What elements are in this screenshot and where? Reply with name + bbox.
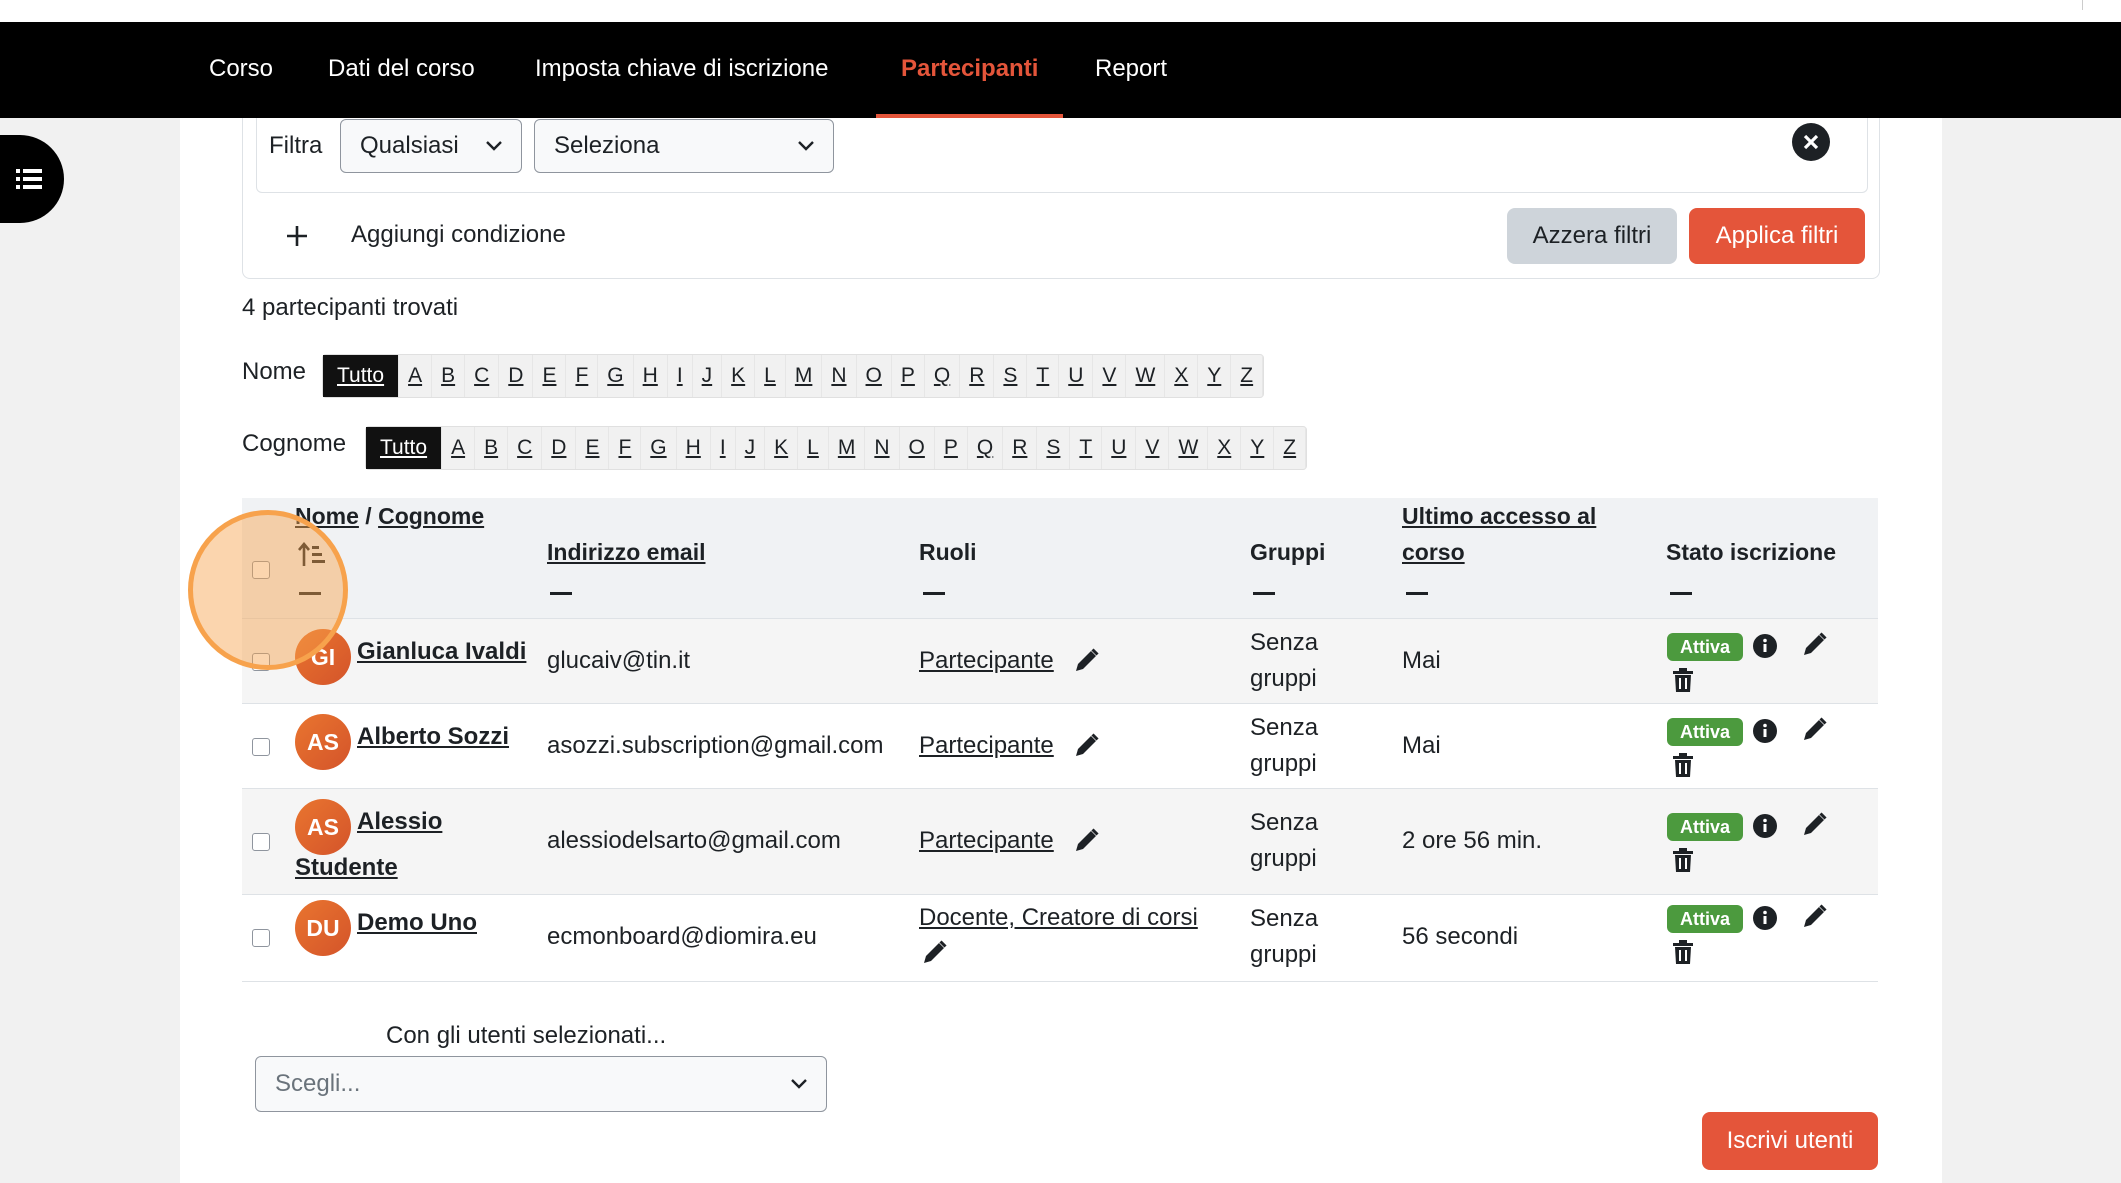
select-all-checkbox[interactable]: [252, 561, 270, 579]
last-name-initial-l[interactable]: L: [798, 427, 829, 469]
status-badge: Attiva: [1667, 905, 1743, 933]
first-name-initial-p[interactable]: P: [892, 355, 925, 397]
bulk-action-label: Con gli utenti selezionati...: [386, 1022, 667, 1049]
last-name-initial-f[interactable]: F: [609, 427, 641, 469]
user-groups-line2: gruppi: [1250, 665, 1317, 692]
last-name-initial-e[interactable]: E: [576, 427, 609, 469]
match-select-value: Qualsiasi: [360, 132, 459, 159]
first-name-initial-j[interactable]: J: [693, 355, 723, 397]
first-name-initial-y[interactable]: Y: [1198, 355, 1231, 397]
row-checkbox[interactable]: [252, 653, 270, 671]
sort-email[interactable]: Indirizzo email: [547, 539, 706, 565]
last-name-initial-j[interactable]: J: [736, 427, 766, 469]
tab-partecipanti[interactable]: Partecipanti: [901, 22, 1038, 118]
groups-header: Gruppi: [1250, 539, 1326, 565]
tab-corso[interactable]: Corso: [209, 55, 274, 82]
user-groups: [1250, 901, 1318, 973]
info-icon[interactable]: [1752, 718, 1778, 744]
first-name-initial-x[interactable]: X: [1165, 355, 1198, 397]
first-name-initial-w[interactable]: W: [1126, 355, 1165, 397]
user-groups-line1: Senza: [1250, 714, 1319, 741]
close-circle-icon[interactable]: [1792, 123, 1830, 161]
first-name-initial-t[interactable]: T: [1027, 355, 1059, 397]
info-icon[interactable]: [1752, 905, 1778, 931]
trash-icon[interactable]: [1671, 752, 1695, 778]
avatar: DU: [295, 900, 351, 956]
user-groups-line1: Senza: [1250, 905, 1319, 932]
last-name-initial-m[interactable]: M: [829, 427, 866, 469]
user-groups-line1: Senza: [1250, 629, 1319, 656]
last-name-initial-v[interactable]: V: [1136, 427, 1169, 469]
bulk-action-placeholder: Scegli...: [275, 1070, 361, 1097]
reset-filters-button[interactable]: Azzera filtri: [1507, 208, 1677, 264]
status-badge: Attiva: [1667, 633, 1743, 661]
table-row: [242, 788, 1878, 895]
add-condition-link[interactable]: Aggiungi condizione: [351, 221, 566, 248]
browser-top-strip: [0, 0, 2121, 23]
status-header: Stato iscrizione: [1666, 539, 1836, 565]
last-name-initial-o[interactable]: O: [900, 427, 935, 469]
collapse-name-column[interactable]: [299, 592, 321, 595]
first-name-initial-q[interactable]: Q: [925, 355, 960, 397]
user-groups: [1250, 710, 1318, 782]
user-name-link-cont[interactable]: Studente: [295, 854, 398, 881]
last-name-initial-g[interactable]: G: [641, 427, 676, 469]
user-name-link[interactable]: Gianluca Ivaldi: [357, 638, 527, 665]
row-checkbox[interactable]: [252, 833, 270, 851]
filter-row: [256, 118, 1868, 193]
sort-ascending-icon[interactable]: [298, 542, 326, 568]
user-last-access: 56 secondi: [1402, 923, 1519, 950]
first-name-initial-f[interactable]: F: [566, 355, 598, 397]
user-roles-link[interactable]: Docente, Creatore di corsi: [919, 904, 1198, 931]
list-icon: [16, 168, 42, 190]
chevron-down-icon: [790, 1078, 808, 1090]
last-name-initial-n[interactable]: N: [865, 427, 899, 469]
avatar: GI: [295, 629, 351, 685]
last-name-initial-y[interactable]: Y: [1241, 427, 1274, 469]
first-name-initial-i[interactable]: I: [668, 355, 693, 397]
first-name-initial-all[interactable]: Tutto: [323, 355, 399, 397]
last-name-initial-all[interactable]: Tutto: [366, 427, 442, 469]
collapse-groups-column[interactable]: [1253, 592, 1275, 595]
last-name-initials-bar: [365, 426, 1307, 470]
first-name-initial-s[interactable]: S: [994, 355, 1027, 397]
last-name-initial-i[interactable]: I: [711, 427, 736, 469]
user-name-link[interactable]: Alberto Sozzi: [357, 723, 510, 750]
first-name-initial-h[interactable]: H: [634, 355, 668, 397]
first-name-initial-l[interactable]: L: [755, 355, 786, 397]
first-name-initial-m[interactable]: M: [786, 355, 823, 397]
last-name-initials-label: Cognome: [242, 430, 347, 457]
last-name-initial-t[interactable]: T: [1070, 427, 1102, 469]
user-roles-link[interactable]: Partecipante: [919, 732, 1054, 759]
roles-header: Ruoli: [919, 539, 977, 565]
pencil-icon[interactable]: [1800, 811, 1828, 839]
table-row: [242, 618, 1878, 704]
pencil-icon[interactable]: [1800, 903, 1828, 931]
sort-first-name[interactable]: Nome: [295, 503, 359, 529]
plus-icon[interactable]: [285, 224, 309, 248]
first-name-initial-g[interactable]: G: [598, 355, 633, 397]
last-name-initial-p[interactable]: P: [935, 427, 968, 469]
secondary-navigation: [0, 22, 2121, 118]
last-name-initial-u[interactable]: U: [1102, 427, 1136, 469]
user-roles-link[interactable]: Partecipante: [919, 647, 1054, 674]
user-last-access: Mai: [1402, 647, 1441, 674]
sort-last-access[interactable]: Ultimo accesso al: [1402, 503, 1597, 529]
table-header: [242, 498, 1878, 618]
user-email: alessiodelsarto@gmail.com: [547, 827, 841, 854]
tab-imposta-chiave[interactable]: Imposta chiave di iscrizione: [535, 55, 829, 82]
user-last-access: 2 ore 56 min.: [1402, 827, 1543, 854]
first-name-initial-z[interactable]: Z: [1231, 355, 1263, 397]
first-name-initials-label: Nome: [242, 358, 307, 385]
collapse-roles-column[interactable]: [923, 592, 945, 595]
user-last-access: Mai: [1402, 732, 1441, 759]
first-name-initial-u[interactable]: U: [1059, 355, 1093, 397]
user-roles-link[interactable]: Partecipante: [919, 827, 1054, 854]
last-name-initial-h[interactable]: H: [677, 427, 711, 469]
last-name-initial-c[interactable]: C: [508, 427, 542, 469]
collapse-last-access-column[interactable]: [1406, 592, 1428, 595]
user-groups: [1250, 805, 1318, 877]
first-name-initials-bar: [322, 354, 1264, 398]
first-name-initial-d[interactable]: D: [499, 355, 533, 397]
sort-last-access-cont[interactable]: corso: [1402, 539, 1465, 565]
first-name-initial-v[interactable]: V: [1093, 355, 1126, 397]
user-email: glucaiv@tin.it: [547, 647, 691, 674]
first-name-initial-k[interactable]: K: [722, 355, 755, 397]
trash-icon[interactable]: [1671, 667, 1695, 693]
sort-last-name[interactable]: Cognome: [378, 503, 485, 529]
filter-type-value: Seleziona: [554, 132, 660, 159]
last-name-initial-b[interactable]: B: [475, 427, 508, 469]
user-email: ecmonboard@diomira.eu: [547, 923, 817, 950]
pencil-icon[interactable]: [920, 939, 948, 967]
trash-icon[interactable]: [1671, 939, 1695, 965]
status-badge: Attiva: [1667, 718, 1743, 746]
pencil-icon[interactable]: [1072, 732, 1100, 760]
first-name-initial-a[interactable]: A: [399, 355, 432, 397]
pencil-icon[interactable]: [1800, 716, 1828, 744]
match-select[interactable]: [340, 119, 522, 173]
user-name-link[interactable]: Alessio: [357, 808, 443, 835]
user-groups-line1: Senza: [1250, 809, 1319, 836]
apply-filters-button[interactable]: Applica filtri: [1689, 208, 1865, 264]
bulk-action-select[interactable]: [255, 1056, 827, 1112]
last-name-initial-k[interactable]: K: [765, 427, 798, 469]
collapse-status-column[interactable]: [1670, 592, 1692, 595]
trash-icon[interactable]: [1671, 847, 1695, 873]
course-index-toggle[interactable]: [0, 135, 64, 223]
user-groups-line2: gruppi: [1250, 750, 1317, 777]
pencil-icon[interactable]: [1800, 631, 1828, 659]
user-groups-line2: gruppi: [1250, 941, 1317, 968]
first-name-initial-o[interactable]: O: [857, 355, 892, 397]
name-separator: /: [365, 503, 372, 529]
last-name-initial-w[interactable]: W: [1169, 427, 1208, 469]
first-name-initial-e[interactable]: E: [533, 355, 566, 397]
pencil-icon[interactable]: [1072, 647, 1100, 675]
user-groups-line2: gruppi: [1250, 845, 1317, 872]
last-name-initial-q[interactable]: Q: [968, 427, 1003, 469]
row-checkbox[interactable]: [252, 929, 270, 947]
last-name-initial-a[interactable]: A: [442, 427, 475, 469]
info-icon[interactable]: [1752, 813, 1778, 839]
first-name-initial-n[interactable]: N: [822, 355, 856, 397]
pencil-icon[interactable]: [1072, 827, 1100, 855]
table-row: [242, 703, 1878, 789]
main-content: [180, 118, 1942, 1183]
first-name-initial-r[interactable]: R: [960, 355, 994, 397]
enrol-users-button[interactable]: Iscrivi utenti: [1702, 1112, 1878, 1170]
info-icon[interactable]: [1752, 633, 1778, 659]
results-count: 4 partecipanti trovati: [242, 294, 459, 321]
filter-label: Filtra: [269, 132, 323, 159]
collapse-email-column[interactable]: [550, 592, 572, 595]
avatar: AS: [295, 714, 351, 770]
status-badge: Attiva: [1667, 813, 1743, 841]
last-name-initial-r[interactable]: R: [1003, 427, 1037, 469]
filter-type-select[interactable]: [534, 119, 834, 173]
last-name-initial-z[interactable]: Z: [1274, 427, 1306, 469]
last-name-initial-s[interactable]: S: [1037, 427, 1070, 469]
first-name-initial-b[interactable]: B: [432, 355, 465, 397]
avatar: AS: [295, 799, 351, 855]
chevron-down-icon: [485, 140, 503, 152]
tab-dati-del-corso[interactable]: Dati del corso: [328, 55, 475, 82]
user-name-link[interactable]: Demo Uno: [357, 909, 477, 936]
filter-panel: [242, 118, 1880, 279]
chevron-down-icon: [797, 140, 815, 152]
tab-report[interactable]: Report: [1095, 55, 1168, 82]
user-email: asozzi.subscription@gmail.com: [547, 732, 884, 759]
last-name-initial-x[interactable]: X: [1208, 427, 1241, 469]
row-checkbox[interactable]: [252, 738, 270, 756]
user-groups: [1250, 625, 1318, 697]
last-name-initial-d[interactable]: D: [542, 427, 576, 469]
first-name-initial-c[interactable]: C: [465, 355, 499, 397]
table-row: [242, 894, 1878, 982]
